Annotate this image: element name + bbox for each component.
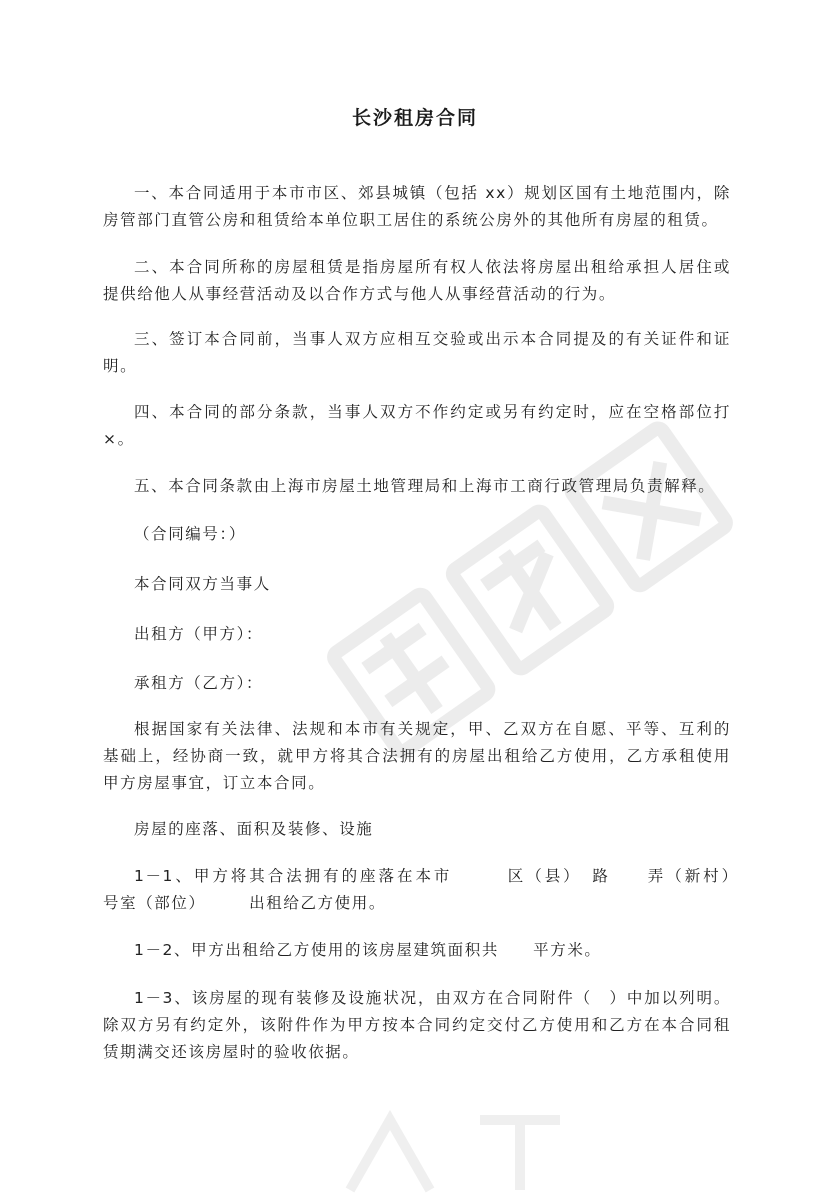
lessee-line: 承租方（乙方）：: [134, 674, 264, 692]
paragraph-2: 二、本合同所称的房屋租赁是指房屋所有权人依法将房屋出租给承担人居住或提供给他人从事经营活动及以合作方式与他人从事经营活动的行为。: [103, 258, 731, 303]
preamble-paragraph: 根据国家有关法律、法规和本市有关规定，甲、乙双方在自愿、平等、互利的基础上，经协商一致，就甲方将其合法拥有的房屋出租给乙方使用，乙方承租使用甲方房屋事宜，订立本合同。: [103, 720, 731, 792]
paragraph-1: 一、本合同适用于本市市区、郊县城镇（包括 xx）规划区国有土地范围内，除房管部门直管公房和租赁给本单位职工居住的系统公房外的其他所有房屋的租赁。: [103, 184, 731, 229]
clause-1-1: 1－1、甲方将其合法拥有的座落在本市 区（县） 路 弄（新村） 号室（部位） 出租给乙方使用。: [103, 867, 766, 912]
paragraph-3: 三、签订本合同前，当事人双方应相互交验或出示本合同提及的有关证件和证明。: [103, 330, 731, 375]
clause-1-3: 1－3、该房屋的现有装修及设施状况，由双方在合同附件（ ）中加以列明。除双方另有约定外，该附件作为甲方按本合同约定交付乙方使用和乙方在本合同租赁期满交还该房屋时的验收依据。: [103, 989, 731, 1061]
contract-number: （合同编号：）: [134, 525, 246, 543]
watermark-graphic-bottom: [330, 1080, 590, 1200]
paragraph-4: 四、本合同的部分条款，当事人双方不作约定或另有约定时，应在空格部位打×。: [103, 403, 731, 448]
page-title: 长沙租房合同: [351, 107, 478, 129]
clause-1-2: 1－2、甲方出租给乙方使用的该房屋建筑面积共 平方米。: [134, 941, 602, 959]
parties-heading: 本合同双方当事人: [134, 575, 271, 593]
lessor-line: 出租方（甲方）：: [134, 625, 264, 643]
paragraph-5: 五、本合同条款由上海市房屋土地管理局和上海市工商行政管理局负责解释。: [134, 477, 716, 495]
section-heading: 房屋的座落、面积及装修、设施: [134, 820, 374, 838]
